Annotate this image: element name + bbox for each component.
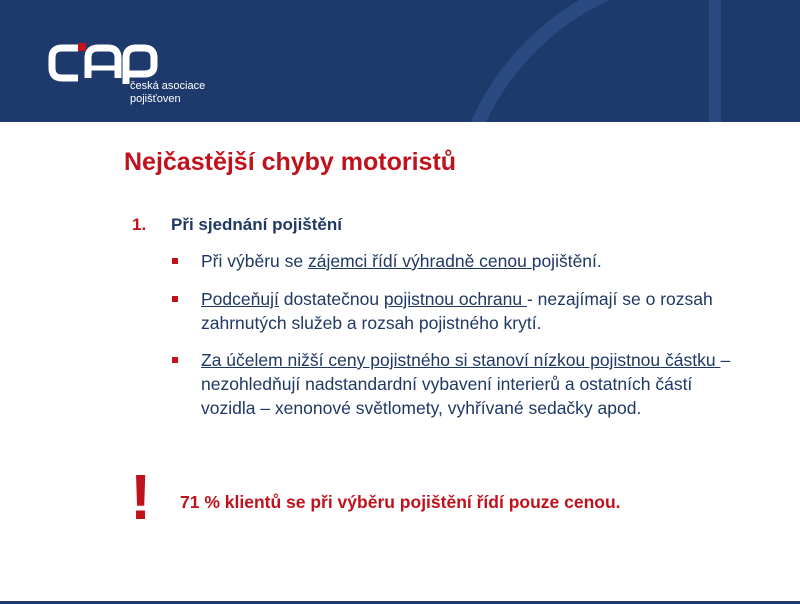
exclamation-mark: ! xyxy=(130,461,152,533)
bullet-text-3 xyxy=(201,348,741,420)
bullet-1-part-1: Při výběru se xyxy=(201,251,308,271)
logo-subtitle xyxy=(130,80,205,106)
bullet-2-part-2: dostatečnou xyxy=(278,289,384,309)
bullet-3-part-1: Za účelem nižší ceny pojistného si stanoví nízkou pojistnou částku xyxy=(201,350,721,370)
bullet-marker-3 xyxy=(172,357,178,363)
bullet-2-part-3: pojistnou ochranu xyxy=(383,289,527,309)
slide-title: Nejčastější chyby motoristů xyxy=(124,148,457,176)
section-number: 1. xyxy=(132,215,147,234)
bullet-1-part-3: pojištění. xyxy=(531,251,602,271)
highlight-note: 71 % klientů se při výběru pojištění řídí pouze cenou. xyxy=(180,492,621,512)
section-heading: Při sjednání pojištění xyxy=(171,215,342,234)
bullet-text-1 xyxy=(201,249,761,273)
bullet-3-part-2: – nezohledňují nadstandardní vybavení interierů a ostatních částí vozidla – xenonové světlomety, vyhřívané sedačky apod. xyxy=(201,350,731,418)
header-band xyxy=(0,0,800,122)
bullet-2-part-1: Podceňují xyxy=(201,289,279,309)
logo-line-2: pojišťoven xyxy=(130,93,181,105)
logo-line-1: česká asociace xyxy=(130,80,206,92)
cap-logo xyxy=(48,40,158,84)
bullet-1-part-2: zájemci řídí výhradně cenou xyxy=(307,251,532,271)
bullet-2-part-4: - nezajímají se o rozsah zahrnutých služeb a rozsah pojistného krytí. xyxy=(201,289,713,333)
bullet-marker-2 xyxy=(172,296,178,302)
bullet-marker-1 xyxy=(172,258,178,264)
bullet-text-2 xyxy=(201,287,741,335)
